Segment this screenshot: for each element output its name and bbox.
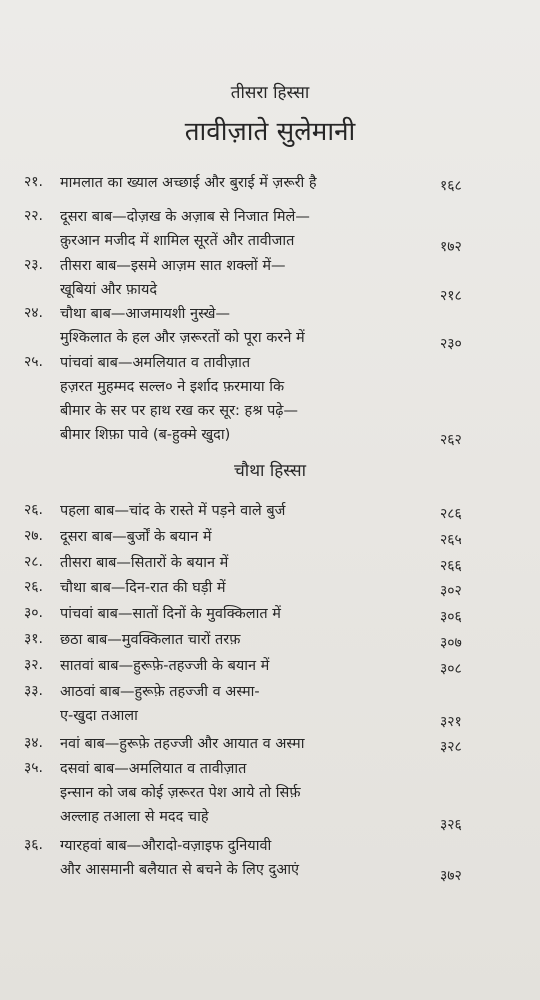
entry-page-number: २३० (440, 336, 462, 352)
entry-page-number: २८६ (440, 506, 462, 522)
entry-title-line: आठवां बाब—हुरूफ़े तहज्जी व अस्मा- (60, 684, 260, 700)
entry-number: २७. (24, 528, 44, 544)
part-four-heading: चौथा हिस्सा (234, 461, 306, 481)
entry-page-number: २६५ (440, 532, 462, 548)
entry-title-line: ग्यारहवां बाब—औरादो-वज़ाइफ दुनियावी (60, 838, 272, 854)
entry-page-number: ३२६ (440, 817, 462, 833)
entry-title-line: हज़रत मुहम्मद सल्ल० ने इर्शाद फ़रमाया कि (60, 379, 285, 395)
entry-number: ३२. (24, 657, 44, 673)
entry-number: ३१. (24, 631, 44, 647)
entry-title-line: दसवां बाब—अमलियात व तावीज़ात (60, 761, 247, 777)
entry-title-line: चौथा बाब—आजमायशी नुस्खे— (60, 306, 230, 322)
entry-number: २६. (24, 502, 44, 518)
entry-page-number: ३०२ (440, 583, 462, 599)
entry-page-number: ३०६ (440, 609, 462, 625)
entry-title-line: मुश्किलात के हल और ज़रूरतों को पूरा करने में (60, 330, 305, 346)
entry-number: ३५. (24, 760, 44, 776)
entry-page-number: १६८ (440, 178, 462, 194)
entry-title-line: पांचवां बाब—सातों दिनों के मुवक्किलात में (60, 606, 281, 622)
entry-title-line: नवां बाब—हुरूफ़े तहज्जी और आयात व अस्मा (60, 736, 305, 752)
entry-number: ३०. (24, 605, 44, 621)
entry-title-line: सातवां बाब—हुरूफ़े-तहज्जी के बयान में (60, 658, 270, 674)
entry-title-line: क़ुरआन मजीद में शामिल सूरतें और तावीजात (60, 233, 295, 249)
entry-page-number: १७२ (440, 239, 462, 255)
entry-page-number: ३०८ (440, 661, 462, 677)
entry-title-line: और आसमानी बलैयात से बचने के लिए दुआएं (60, 862, 300, 878)
entry-title-line: खूबियां और फ़ायदे (60, 282, 158, 298)
entry-page-number: २१८ (440, 288, 462, 304)
entry-number: २१. (24, 174, 44, 190)
part-three-heading: तीसरा हिस्सा (230, 83, 310, 103)
entry-title-line: मामलात का ख्याल अच्छाई और बुराई में ज़रूरी है (60, 175, 317, 191)
entry-page-number: ३२८ (440, 739, 462, 755)
entry-page-number: ३७२ (440, 868, 462, 884)
entry-page-number: ३०७ (440, 635, 462, 651)
entry-number: ३६. (24, 837, 44, 853)
entry-title-line: तीसरा बाब—सितारों के बयान में (60, 555, 229, 571)
entry-title-line: तीसरा बाब—इसमे आज़म सात शक्लों में— (60, 258, 286, 274)
entry-title-line: पहला बाब—चांद के रास्ते में पड़ने वाले बुर्ज (60, 503, 286, 519)
entry-title-line: चौथा बाब—दिन-रात की घड़ी में (60, 580, 226, 596)
entry-title-line: इन्सान को जब कोई ज़रूरत पेश आये तो सिर्फ़ (60, 785, 301, 801)
entry-number: २३. (24, 257, 44, 273)
entry-title-line: छठा बाब—मुवक्किलात चारों तरफ़ (60, 632, 241, 648)
entry-number: २५. (24, 354, 44, 370)
entry-title-line: बीमार शिफ़ा पावे (ब-हुक्मे खुदा) (60, 427, 231, 443)
entry-title-line: अल्लाह तआला से मदद चाहे (60, 809, 209, 825)
entry-title-line: बीमार के सर पर हाथ रख कर सूर: हश्र पढ़े— (60, 403, 298, 419)
entry-page-number: २६६ (440, 558, 462, 574)
entry-number: २६. (24, 579, 44, 595)
entry-page-number: २६२ (440, 432, 462, 448)
entry-page-number: ३२१ (440, 714, 462, 730)
entry-title-line: पांचवां बाब—अमलियात व तावीज़ात (60, 355, 251, 371)
entry-title-line: दूसरा बाब—बुर्जों के बयान में (60, 529, 212, 545)
entry-number: ३४. (24, 735, 44, 751)
entry-title-line: ए-खुदा तआला (60, 708, 138, 724)
entry-number: ३३. (24, 683, 44, 699)
entry-number: २४. (24, 305, 44, 321)
entry-number: २२. (24, 208, 44, 224)
book-title: तावीज़ाते सुलेमानी (184, 117, 356, 147)
entry-number: २८. (24, 554, 44, 570)
entry-title-line: दूसरा बाब—दोज़ख के अज़ाब से निजात मिले— (60, 209, 310, 225)
